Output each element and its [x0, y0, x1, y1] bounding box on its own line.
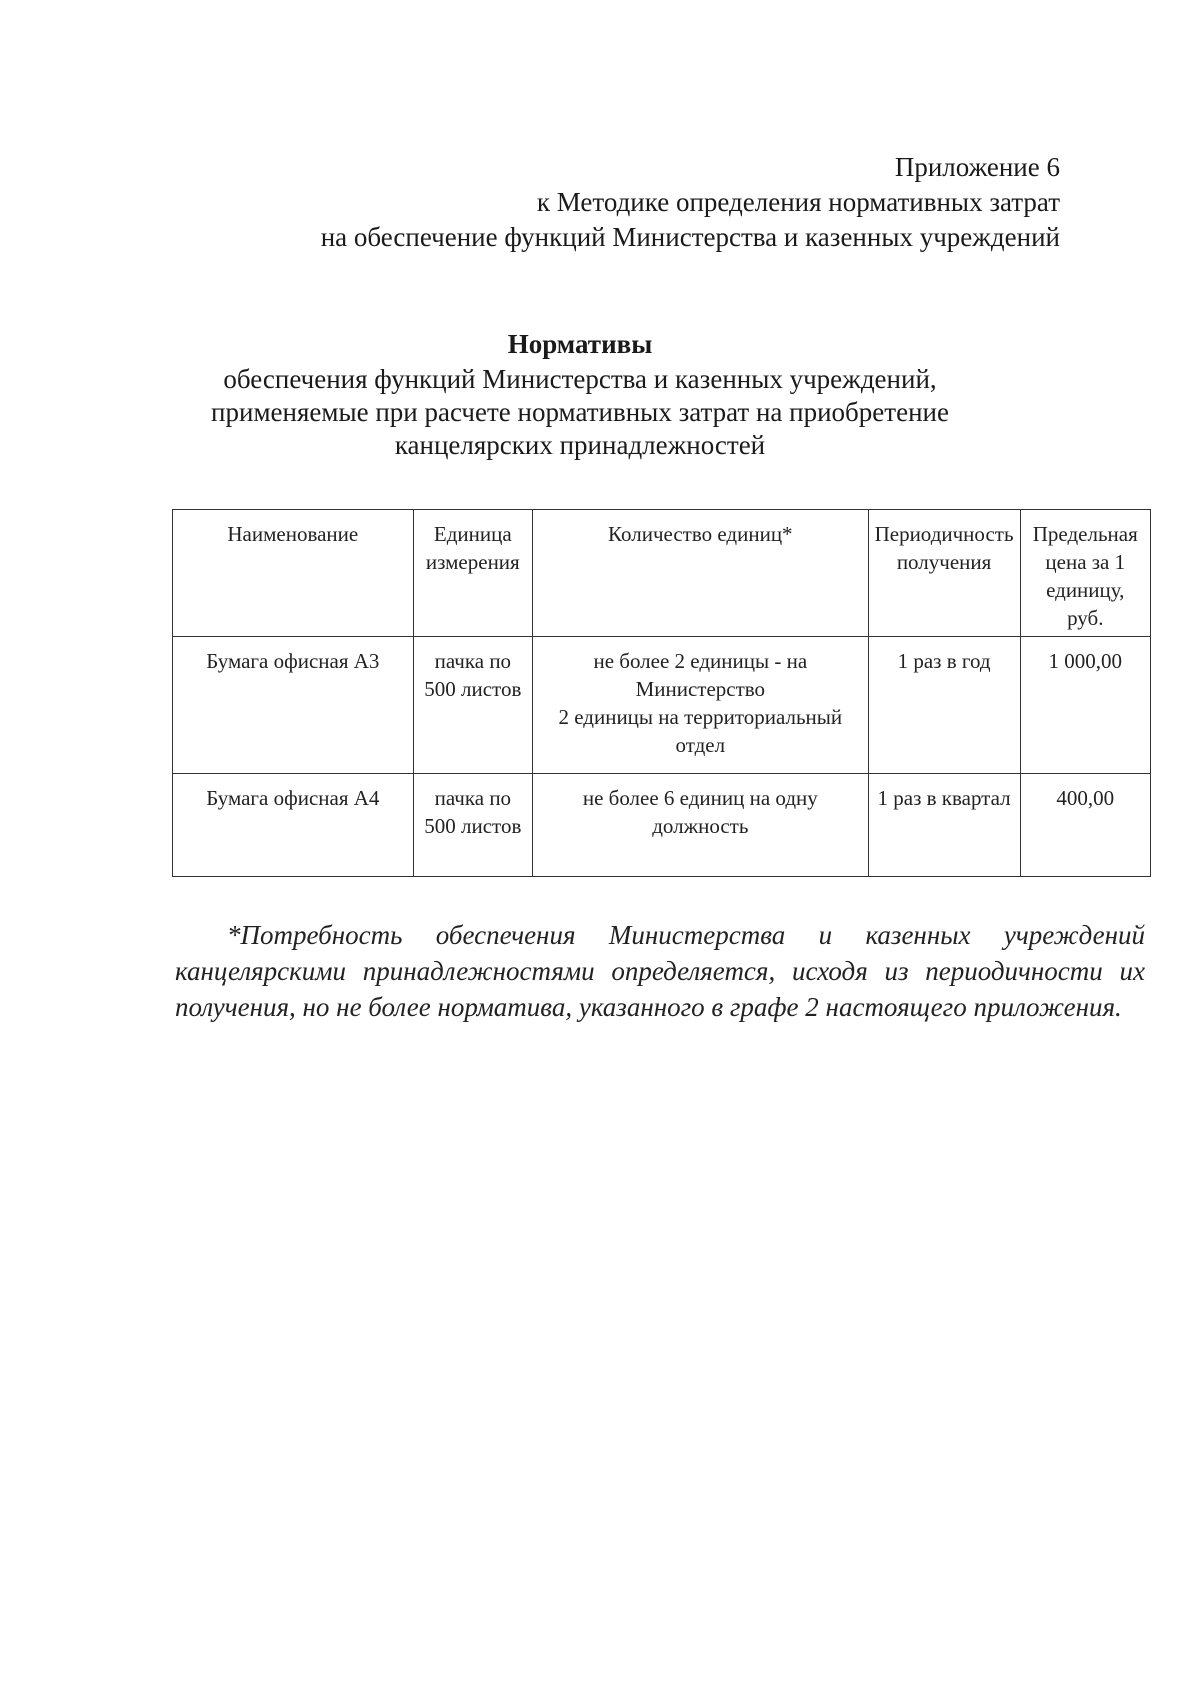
cell-price: 400,00 [1020, 774, 1150, 877]
header-periodicity: Периодичность получения [868, 510, 1020, 637]
cell-price: 1 000,00 [1020, 637, 1150, 774]
quantity-line: не более 6 единиц на одну должность [582, 786, 818, 838]
table-row [173, 637, 1151, 774]
appendix-methodology: к Методике определения нормативных затрат [536, 187, 1060, 217]
title-line-2: применяемые при расчете нормативных затрат на приобретение [211, 397, 949, 427]
title-line-1: обеспечения функций Министерства и казенных учреждений, [223, 364, 937, 394]
cell-periodicity: 1 раз в квартал [868, 774, 1020, 877]
cell-periodicity: 1 раз в год [868, 637, 1020, 774]
norms-table [172, 509, 1151, 877]
document-title [200, 328, 960, 462]
header-max-price: Предельная цена за 1 единицу, руб. [1020, 510, 1150, 637]
cell-quantity [533, 637, 869, 774]
header-quantity: Количество единиц* [533, 510, 869, 637]
cell-name: Бумага офисная А4 [173, 774, 414, 877]
title-line-3: канцелярских принадлежностей [394, 430, 766, 460]
title-main: Нормативы [507, 329, 653, 359]
table-header-row [173, 510, 1151, 637]
cell-unit: пачка по 500 листов [413, 637, 532, 774]
table-row [173, 774, 1151, 877]
footnote: *Потребность обеспечения Министерства и казенных учреждений канцелярскими принадлежностями определяется, исходя из периодичности их получения, но не более норматива, указанного в графе 2 настоящего приложения. [175, 920, 1145, 1022]
cell-unit: пачка по 500 листов [413, 774, 532, 877]
header-name: Наименование [173, 510, 414, 637]
appendix-scope: на обеспечение функций Министерства и казенных учреждений [320, 222, 1060, 252]
cell-name: Бумага офисная А3 [173, 637, 414, 774]
appendix-number: Приложение 6 [894, 152, 1060, 182]
header-unit: Единица измерения [413, 510, 532, 637]
appendix-reference [321, 150, 1060, 255]
cell-quantity [533, 774, 869, 877]
quantity-line: не более 2 единицы - на Министерство [593, 649, 808, 701]
quantity-line: 2 единицы на территориальный отдел [558, 705, 843, 757]
